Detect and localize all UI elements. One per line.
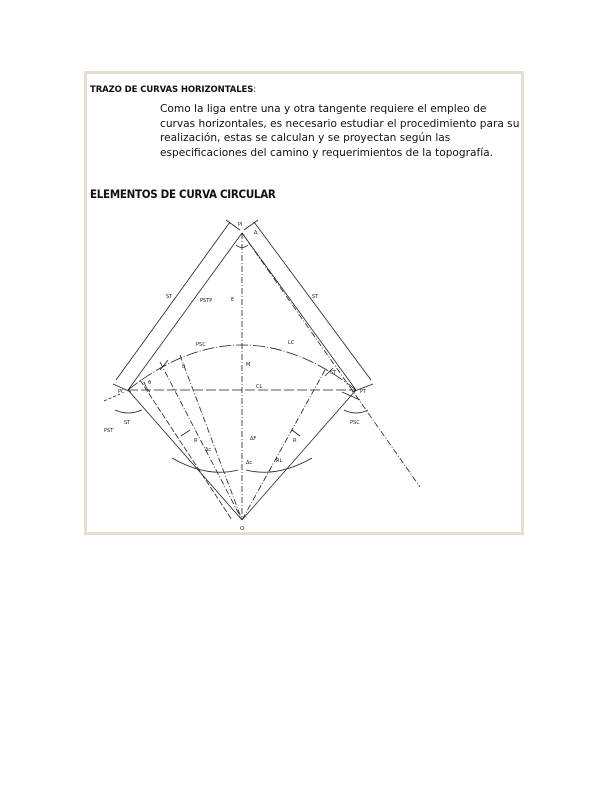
label-sub-left: ST bbox=[124, 420, 131, 426]
tangent-extension bbox=[242, 233, 420, 487]
label-pst-right: PSC bbox=[350, 420, 360, 426]
section-heading: TRAZO DE CURVAS HORIZONTALES: bbox=[90, 85, 257, 95]
paragraph-line: Como la liga entre una y otra tangente requiere el empleo de bbox=[160, 103, 487, 115]
label-left-tangent: ST bbox=[166, 294, 173, 300]
paragraph-line: curvas horizontales, es necesario estudiar el procedimiento para su bbox=[160, 117, 520, 130]
label-delta: Δ bbox=[254, 230, 258, 236]
label-right-tangent: ST bbox=[312, 294, 319, 300]
label-angle-left: θ bbox=[148, 380, 152, 386]
label-radius-right: R bbox=[293, 438, 297, 444]
paragraph-line: realización, estas se calculan y se proyectan según las bbox=[160, 132, 451, 145]
label-pst-left: PST bbox=[104, 428, 114, 434]
label-radius-left: R bbox=[194, 438, 198, 444]
right-tangent-line bbox=[242, 233, 356, 390]
radius-right bbox=[242, 390, 356, 520]
label-pi: PI bbox=[238, 222, 243, 228]
label-center-arc: Δc bbox=[246, 460, 253, 466]
label-mid2: RL bbox=[276, 458, 283, 464]
radius-left bbox=[128, 390, 242, 520]
paragraph-line: especificaciones del camino y requerimientos de la topografía. bbox=[160, 146, 494, 159]
label-deflection: θ bbox=[182, 364, 186, 370]
label-pc: PC bbox=[118, 389, 125, 395]
label-pt: PT bbox=[360, 389, 367, 395]
label-sub-right: ST bbox=[330, 370, 337, 376]
label-center: O bbox=[240, 526, 244, 532]
label-external: E bbox=[231, 297, 235, 303]
right-tangent-dim-line bbox=[254, 222, 371, 380]
label-arc-left: PSC bbox=[196, 342, 206, 348]
label-mid: ΔF bbox=[250, 436, 257, 442]
label-arc-right: LC bbox=[288, 340, 295, 346]
left-tangent-dim-line bbox=[116, 222, 230, 380]
label-chord: CL bbox=[256, 384, 263, 390]
label-pstp: PSTP bbox=[200, 298, 213, 304]
label-middle: M bbox=[246, 362, 251, 368]
label-center-angle: Δc bbox=[205, 447, 212, 453]
diagram-title: ELEMENTOS DE CURVA CIRCULAR bbox=[90, 187, 276, 201]
